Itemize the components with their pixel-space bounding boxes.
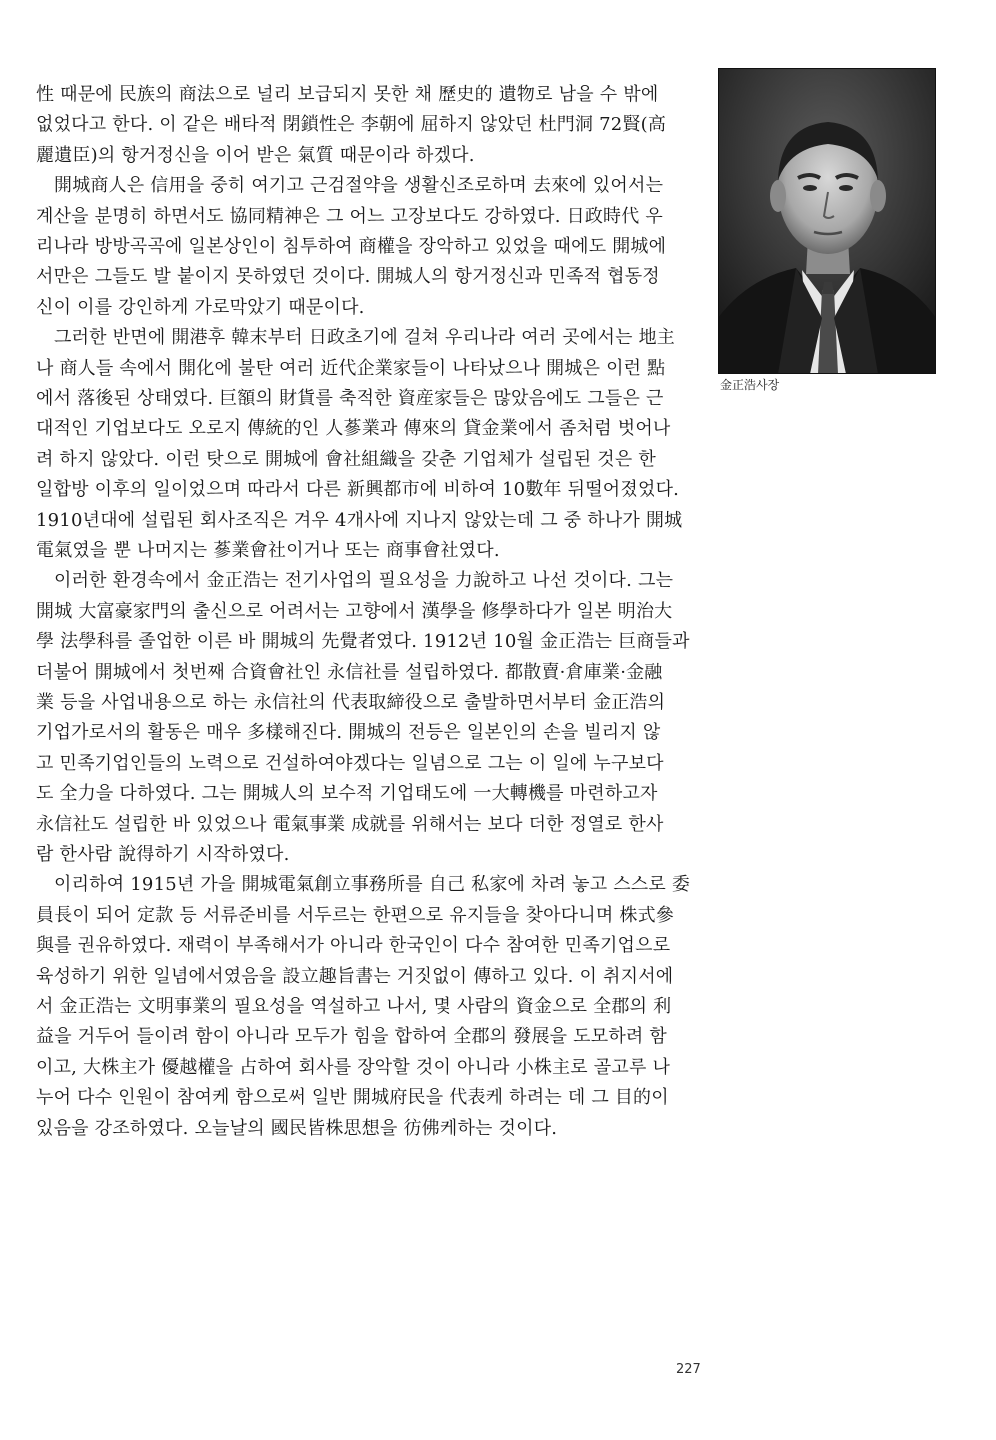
text-line: 고 민족기업인들의 노력으로 건설하여야겠다는 일념으로 그는 이 일에 누구보다 [36,752,664,774]
text-line: 性 때문에 民族의 商法으로 널리 보급되지 못한 채 歷史的 遺物로 남을 수 밖에 [36,84,659,105]
text-line: 麗遺臣)의 항거정신을 이어 받은 氣質 때문이라 하겠다. [36,144,475,166]
text-line: 서 金正浩는 文明事業의 필요성을 역설하고 나서, 몇 사람의 資金으로 全郡의 利 [36,996,672,1017]
text-line: 육성하기 위한 일념에서였음을 設立趣旨書는 거짓없이 傳하고 있다. 이 취지서에 [36,965,674,987]
text-line: 員長이 되어 定款 등 서류준비를 서두르는 한편으로 유지들을 찾아다니며 株式參 [36,904,674,926]
text-line: 永信社도 설립한 바 있었으나 電氣事業 成就를 위해서는 보다 더한 정열로 한사 [36,813,664,835]
page-number: 227 [676,1362,701,1377]
text-line: 그러한 반면에 開港후 韓末부터 日政초기에 걸쳐 우리나라 여러 곳에서는 地主 [54,327,676,349]
text-line: 學 法學科를 졸업한 이른 바 開城의 先覺者였다. 1912년 10월 金正浩는 巨商들과 [36,631,690,653]
portrait-image [718,68,936,374]
text-line: 나 商人들 속에서 開化에 불탄 여러 近代企業家들이 나타났으나 開城은 이런 點 [36,357,666,379]
text-line: 益을 거두어 들이려 함이 아니라 모두가 힘을 합하여 全郡의 發展을 도모하려 함 [36,1026,668,1048]
text-line: 開城商人은 信用을 중히 여기고 근검절약을 생활신조로하며 去來에 있어서는 [54,175,664,197]
text-line: 더불어 開城에서 첫번째 合資會社인 永信社를 설립하였다. 都散賣·倉庫業·金融 [36,661,663,683]
text-line: 기업가로서의 활동은 매우 多樣해진다. 開城의 전등은 일본인의 손을 빌리지 않 [36,722,661,744]
text-line: 1910년대에 설립된 회사조직은 겨우 4개사에 지나지 않았는데 그 중 하나가 開城 [36,509,683,531]
text-line: 있음을 강조하였다. 오늘날의 國民皆株思想을 彷佛케하는 것이다. [36,1117,558,1139]
text-line: 開城 大富豪家門의 출신으로 어려서는 고향에서 漢學을 修學하다가 일본 明治大 [36,600,673,622]
text-line: 이리하여 1915년 가을 開城電氣創立事務所를 自己 私家에 차려 놓고 스스로 委 [54,874,691,896]
text-line: 람 한사람 說得하기 시작하였다. [36,844,290,865]
text-line: 없었다고 한다. 이 같은 배타적 閉鎖性은 李朝에 屈하지 않았던 杜門洞 72賢(高 [36,114,667,136]
text-line: 도 全力을 다하였다. 그는 開城人의 보수적 기업태도에 一大轉機를 마련하고자 [36,783,658,805]
text-line: 電氣였을 뿐 나머지는 蔘業會社이거나 또는 商事會社였다. [36,540,500,561]
text-line: 이고, 大株主가 優越權을 占하여 회사를 장악할 것이 아니라 小株主로 골고루 나 [36,1056,671,1078]
text-line: 리나라 방방곡곡에 일본상인이 침투하여 商權을 장악하고 있었을 때에도 開城에 [36,236,667,257]
text-line: 대적인 기업보다도 오로지 傳統的인 人蔘業과 傳來의 貸金業에서 좀처럼 벗어나 [36,418,671,440]
text-line: 에서 落後된 상태였다. 巨額의 財貨를 축적한 資産家들은 많았음에도 그들은 근 [36,388,664,409]
text-line: 일합방 이후의 일이었으며 따라서 다른 新興都市에 비하여 10數年 뒤떨어졌었다. [36,479,680,501]
text-line: 業 등을 사업내용으로 하는 永信社의 代表取締役으로 출발하면서부터 金正浩의 [36,692,666,713]
photo-caption: 金正浩사장 [720,378,780,392]
portrait-photo [718,68,936,374]
text-line: 려 하지 않았다. 이런 탓으로 開城에 會社組織을 갖춘 기업체가 설립된 것은 한 [36,448,656,470]
text-line: 與를 권유하였다. 재력이 부족해서가 아니라 한국인이 다수 참여한 민족기업으로 [36,935,671,957]
text-line: 누어 다수 인원이 참여케 함으로써 일반 開城府民을 代表케 하려는 데 그 目的이 [36,1087,669,1109]
text-line: 이러한 환경속에서 金正浩는 전기사업의 필요성을 力說하고 나선 것이다. 그는 [54,570,674,592]
text-line: 계산을 분명히 하면서도 協同精神은 그 어느 고장보다도 강하였다. 日政時代 우 [36,205,663,227]
text-line: 서만은 그들도 발 붙이지 못하였던 것이다. 開城人의 항거정신과 민족적 협동정 [36,266,660,288]
text-line: 신이 이를 강인하게 가로막았기 때문이다. [36,296,365,318]
